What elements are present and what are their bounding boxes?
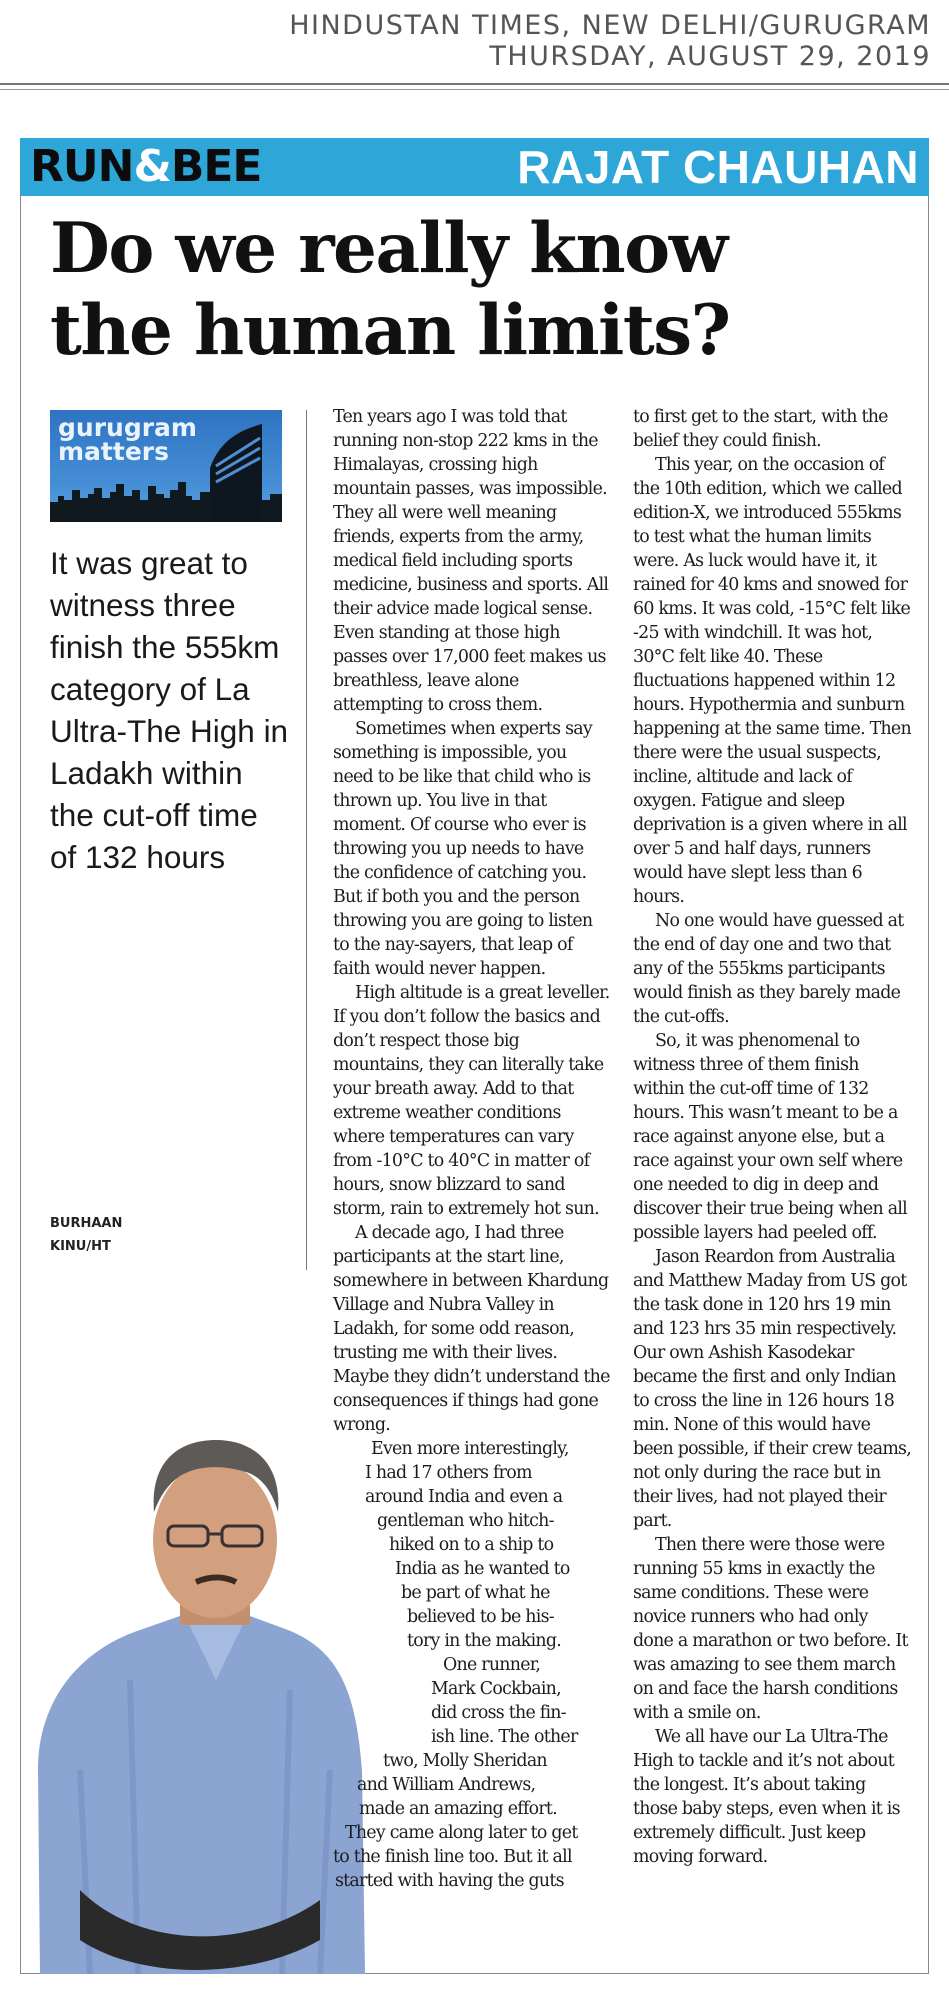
column1-wrap-line: did cross the fin- [431, 1703, 566, 1723]
column1-wrap-line: gentleman who hitch- [377, 1511, 554, 1531]
column1-wrap-line: hiked on to a ship to [389, 1535, 554, 1555]
headline: Do we really know the human limits? [50, 208, 730, 371]
column1-wrap-line: made an amazing effort. [359, 1799, 557, 1819]
column1-wrap-line: and William Andrews, [357, 1775, 536, 1795]
logo-line-1: gurugram [58, 413, 197, 442]
column1-wrap-line: I had 17 others from [365, 1463, 532, 1483]
column-divider [306, 410, 307, 1270]
logo-line-2: matters [58, 437, 169, 466]
column1-wrap-line: around India and even a [365, 1487, 563, 1507]
brand-ampersand: & [133, 141, 171, 192]
column1-wrap-line: ish line. The other [431, 1727, 578, 1747]
author-byline: RAJAT CHAUHAN [517, 141, 919, 193]
logo-text [58, 413, 197, 466]
column1-wrap-line: started with having the guts [335, 1871, 564, 1891]
column1-wrap-line: to the finish line too. But it all [333, 1847, 572, 1867]
column2-paragraph-1: to first get to the start, with the belief they could finish. [633, 407, 888, 451]
column2-paragraph-5: Jason Reardon from Australia and Matthew Maday from US got the task done in 120 hrs 19 min and 123 hrs 35 min respectively. Our own Ashish Kasodekar became the first and only Indian to cross the line in 126 hours 18 min. None of this would have been possible, if their crew teams, not only during the race but in their lives, had not played their part. [633, 1247, 912, 1531]
photo-credit-line-2: KINU/HT [50, 1239, 111, 1254]
column1-wrap-line: They came along later to get [345, 1823, 578, 1843]
article-column-1 [333, 405, 611, 1893]
author-portrait-image [20, 1250, 370, 1974]
masthead-rule [0, 83, 949, 85]
column1-wrap-line: One runner, [443, 1655, 541, 1675]
photo-credit-line-1: BURHAAN [50, 1216, 123, 1231]
brand-run: RUN [30, 141, 134, 192]
column1-paragraph-4: A decade ago, I had three participants at the start line, somewhere in between Khardung Village and Nubra Valley in Ladakh, for some odd reason, trusting me with their lives. Maybe they didn’t understand the consequences if things had gone wrong. [333, 1223, 610, 1435]
masthead [289, 10, 931, 72]
author-photo [20, 1250, 370, 1974]
column2-paragraph-6: Then there were those were running 55 kms in exactly the same conditions. These were novice runners who had only done a marathon or two before. It was amazing to see them march on and face the harsh conditions with a smile on. [633, 1535, 908, 1723]
column1-wrap-line: two, Molly Sheridan [383, 1751, 547, 1771]
brand-bee: BEE [170, 141, 262, 192]
column-brand [30, 142, 261, 192]
gurugram-matters-logo [50, 410, 282, 522]
masthead-publication: HINDUSTAN TIMES, NEW DELHI/GURUGRAM [289, 10, 931, 41]
column2-paragraph-2: This year, on the occasion of the 10th edition, which we called edition-X, we introduced 555kms to test what the human limits were. As luck would have it, it rained for 40 kms and snowed for 60 kms. It was cold, -15°C felt like -25 with windchill. It was hot, 30°C felt like 40. These fluctuations happened within 12 hours. Hypothermia and sunburn happening at the same time. Then there were the usual suspects, incline, altitude and lack of oxygen. Fatigue and sleep deprivation is a given where in all over 5 and half days, runners would have slept less than 6 hours. [633, 455, 911, 907]
column1-paragraph-2: Sometimes when experts say something is impossible, you need to be like that child who is thrown up. You live in that moment. Of course who ever is throwing you up needs to have the confidence of catching you. But if both you and the person throwing you are going to listen to the nay-sayers, that leap of faith would never happen. [333, 719, 593, 979]
column1-wrap-line: believed to be his- [407, 1607, 554, 1627]
column2-paragraph-4: So, it was phenomenal to witness three of them finish within the cut-off time of 132 hours. This wasn’t meant to be a race against anyone else, but a race against your own self where one needed to dig in deep and discover their true being when all possible layers had peeled off. [633, 1031, 907, 1243]
masthead-date: THURSDAY, AUGUST 29, 2019 [489, 41, 931, 72]
column2-paragraph-7: We all have our La Ultra-The High to tackle and it’s not about the longest. It’s about taking those baby steps, even when it is extremely difficult. Just keep moving forward. [633, 1727, 900, 1867]
article-column-2 [633, 405, 911, 1869]
pull-quote: It was great to witness three finish the 555km category of La Ultra-The High in Ladakh within the cut-off time of 132 hours [50, 545, 289, 875]
column2-paragraph-3: No one would have guessed at the end of day one and two that any of the 555kms participants would finish as they barely made the cut-offs. [633, 911, 904, 1027]
column1-wrap-line: Even more interestingly, [371, 1439, 569, 1459]
column1-wrap-line: Mark Cockbain, [431, 1679, 561, 1699]
column1-wrap-line: tory in the making. [407, 1631, 561, 1651]
column1-paragraph-3: High altitude is a great leveller. If you don’t follow the basics and don’t respect those big mountains, they can literally take your breath away. Add to that extreme weather conditions where temperatures can vary from -10°C to 40°C in matter of hours, snow blizzard to sand storm, rain to extremely hot sun. [333, 983, 610, 1219]
column1-paragraph-1: Ten years ago I was told that running non-stop 222 kms in the Himalayas, crossing high mountain passes, was impossible. They all were well meaning friends, experts from the army, medical field including sports medicine, business and sports. All their advice made logical sense. Even standing at those high passes over 17,000 feet makes us breathless, leave alone attempting to cross them. [333, 407, 609, 715]
column1-paragraph-5 [333, 1437, 611, 1893]
column1-wrap-line: India as he wanted to [395, 1559, 570, 1579]
masthead-rule-thin [0, 89, 949, 90]
column1-wrap-line: be part of what he [401, 1583, 550, 1603]
column-banner [20, 138, 929, 196]
